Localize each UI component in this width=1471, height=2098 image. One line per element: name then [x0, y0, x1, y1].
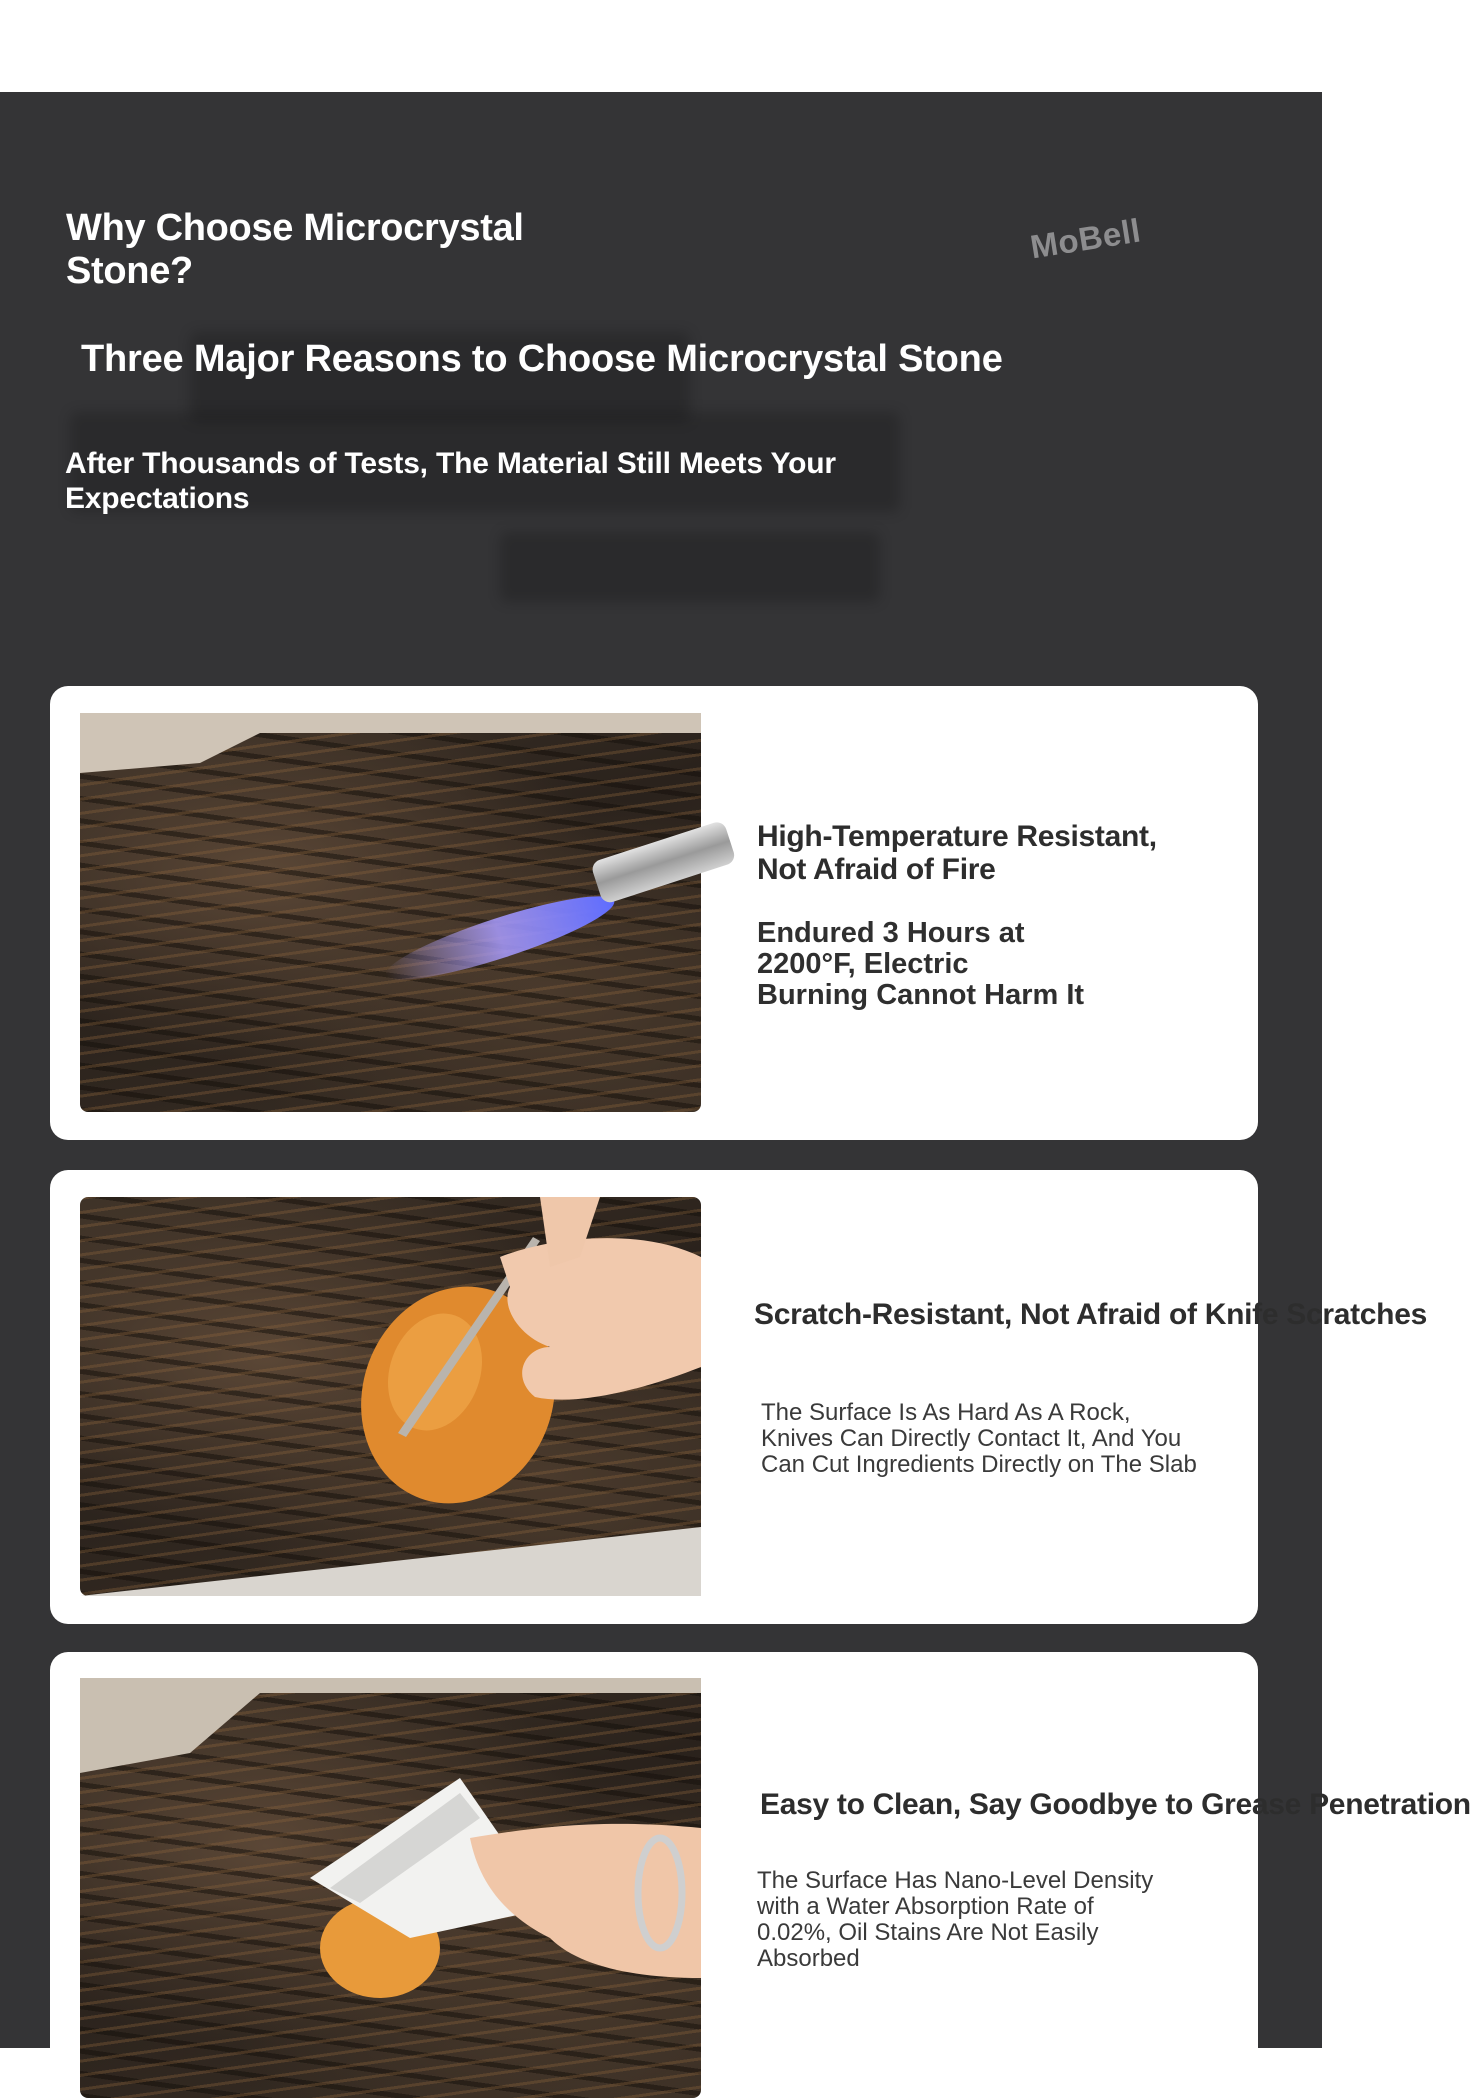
feature-description: The Surface Is As Hard As A Rock, Knives Can Directly Contact It, And You Can Cut Ingredients Directly on The Slab [761, 1399, 1197, 1478]
knife-mango-icon [80, 1197, 701, 1596]
backdrop-shadow [500, 532, 880, 602]
feature-card-scratch [50, 1170, 1427, 1624]
feature-title: Easy to Clean, Say Goodbye to Grease Penetration [760, 1788, 1471, 1821]
feature-card-clean [50, 1652, 1471, 2072]
brand-watermark: MoBell [1027, 211, 1144, 266]
section-heading-why: Why Choose Microcrystal Stone? [66, 207, 524, 292]
knife-mango-photo [80, 1197, 701, 1596]
feature-title: Scratch-Resistant, Not Afraid of Knife Scratches [754, 1298, 1427, 1331]
wiping-cloth-icon [80, 1678, 701, 2098]
wiping-stain-photo [80, 1678, 701, 2098]
section-subheading-reasons: Three Major Reasons to Choose Microcrystal Stone [81, 338, 1003, 380]
torch-flame-icon [80, 713, 701, 1112]
feature-title: High-Temperature Resistant, Not Afraid of Fire [757, 820, 1157, 886]
top-bar [0, 0, 1322, 92]
torch-flame-photo [80, 713, 701, 1112]
feature-card-heat [50, 686, 1258, 1140]
section-tagline: After Thousands of Tests, The Material Still Meets Your Expectations [65, 447, 836, 515]
feature-description: Endured 3 Hours at 2200°F, Electric Burning Cannot Harm It [757, 917, 1085, 1011]
feature-description: The Surface Has Nano-Level Density with a Water Absorption Rate of 0.02%, Oil Stains Are Not Easily Absorbed [757, 1867, 1154, 1972]
